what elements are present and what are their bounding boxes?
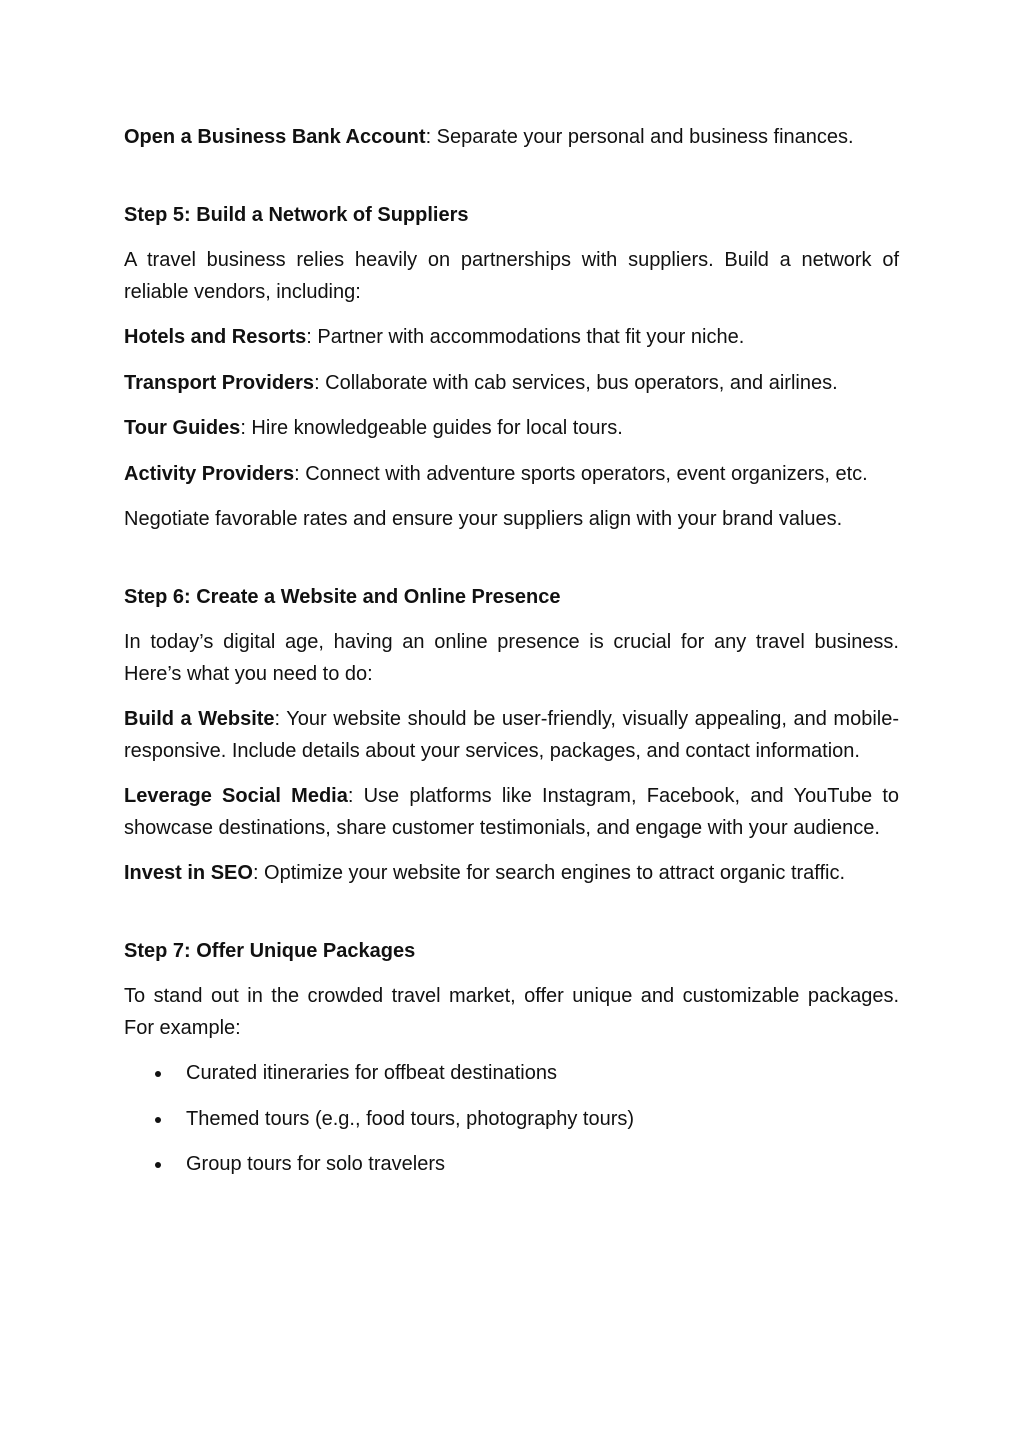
- list-item: [124, 1104, 899, 1136]
- supplier-item-text: : Connect with adventure sports operators, event organizers, etc.: [294, 462, 868, 485]
- supplier-item-transport: [124, 368, 899, 400]
- bullet-icon: [155, 1162, 161, 1168]
- supplier-item-label: Hotels and Resorts: [124, 326, 307, 348]
- supplier-item-hotels: [124, 322, 899, 354]
- bank-account-text: : Separate your personal and business finances.: [425, 126, 854, 148]
- online-item-label: Invest in SEO: [124, 862, 253, 884]
- supplier-item-guides: [124, 413, 899, 445]
- online-item-website: [124, 704, 899, 767]
- online-item-text: : Optimize your website for search engines to attract organic traffic.: [252, 862, 846, 884]
- package-list: [124, 1058, 899, 1181]
- list-item: [124, 1149, 899, 1181]
- list-item: [124, 1058, 899, 1090]
- bank-account-label: Open a Business Bank Account: [124, 126, 426, 148]
- step7-heading: Step 7: Offer Unique Packages: [124, 939, 416, 962]
- step5-heading: Step 5: Build a Network of Suppliers: [124, 203, 469, 226]
- list-item-text: Group tours for solo travelers: [186, 1153, 445, 1175]
- step6-heading: Step 6: Create a Website and Online Presence: [124, 585, 561, 608]
- supplier-item-activity: [124, 459, 899, 491]
- step5-closing: Negotiate favorable rates and ensure your suppliers align with your brand values.: [124, 508, 843, 530]
- supplier-item-text: : Hire knowledgeable guides for local tours.: [240, 417, 623, 439]
- supplier-item-label: Transport Providers: [124, 371, 315, 394]
- document-page: [124, 122, 899, 1195]
- bullet-icon: [155, 1117, 161, 1123]
- step7-intro: To stand out in the crowded travel market, offer unique and customizable packages. For example:: [124, 985, 899, 1039]
- step5-intro: A travel business relies heavily on partnerships with suppliers. Build a network of reliable vendors, including:: [124, 249, 899, 303]
- online-item-label: Build a Website: [124, 708, 275, 730]
- step6-intro: In today’s digital age, having an online presence is crucial for any travel business. Here’s what you need to do:: [124, 631, 899, 685]
- online-item-social: [124, 781, 899, 844]
- list-item-text: Curated itineraries for offbeat destinations: [186, 1062, 557, 1084]
- online-item-text: : Your website should be user-friendly, visually appealing, and mobile-responsive. Include details about your services, packages, and contact information.: [124, 708, 900, 762]
- online-item-text: : Use platforms like Instagram, Facebook, and YouTube to showcase destinations, share customer testimonials, and engage with your audience.: [124, 785, 900, 839]
- list-item-text: Themed tours (e.g., food tours, photography tours): [186, 1107, 635, 1130]
- supplier-item-text: : Collaborate with cab services, bus operators, and airlines.: [314, 371, 838, 394]
- bullet-icon: [155, 1071, 161, 1077]
- online-item-label: Leverage Social Media: [124, 785, 348, 807]
- supplier-item-label: Activity Providers: [124, 462, 295, 485]
- online-item-seo: [124, 858, 899, 890]
- supplier-item-label: Tour Guides: [124, 417, 241, 439]
- supplier-item-text: : Partner with accommodations that fit your niche.: [306, 326, 745, 348]
- bank-account-paragraph: [124, 122, 899, 154]
